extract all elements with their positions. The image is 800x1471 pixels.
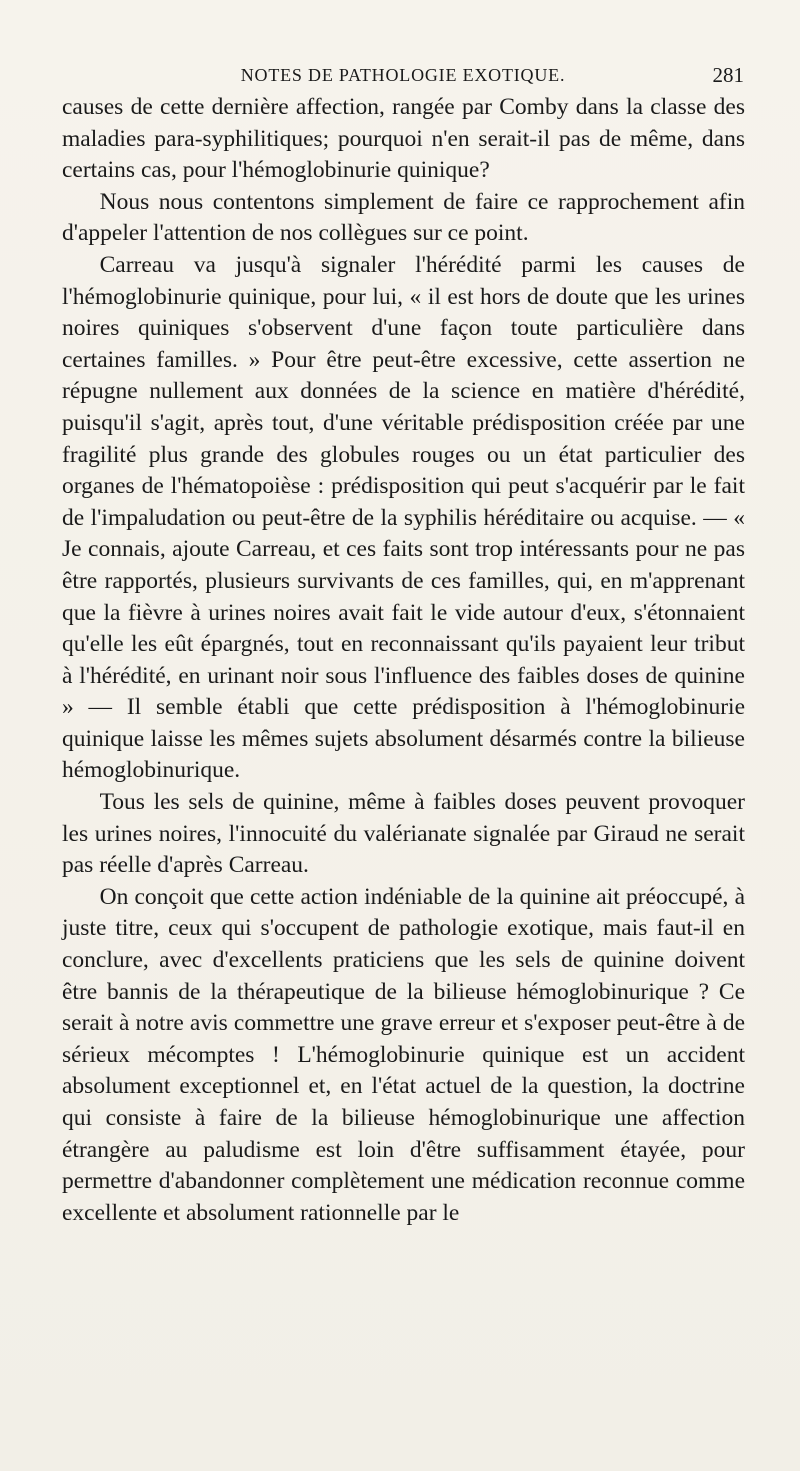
paragraph: Nous nous contentons simplement de faire ce rapprochement afin d'appeler l'attention de nos collègues sur ce point. bbox=[62, 188, 745, 247]
page-header bbox=[62, 58, 744, 92]
paragraph: Carreau va jusqu'à signaler l'hérédité parmi les causes de l'hémoglobinurie quinique, pour lui, « il est hors de doute que les urines noires quiniques s'observent d'une façon toute particulière dans certaines familles. » Pour être peut-être excessive, cette assertion ne répugne nullement aux données de la science en matière d'hérédité, puisqu'il s'agit, après tout, d'une véritable prédisposition créée par une fragilité plus grande des globules rouges ou un état particulier des organes de l'hématopoièse : prédisposition qui peut s'acquérir par le fait de l'impaludation ou peut-être de la syphilis héréditaire ou acquise. — « Je connais, ajoute Carreau, et ces faits sont trop intéressants pour ne pas être rapportés, plusieurs survivants de ces familles, qui, en m'apprenant que la fièvre à urines noires avait fait le vide autour d'eux, s'étonnaient qu'elle les eût épargnés, tout en reconnaissant qu'ils payaient leur tribut à l'hérédité, en urinant noir sous l'influence des faibles doses de quinine » — Il semble établi que cette prédisposition à l'hémoglobinurie quinique laisse les mêmes sujets absolument désarmés contre la bilieuse hémoglobinurique. bbox=[62, 251, 745, 784]
paragraph: Tous les sels de quinine, même à faibles doses peuvent provoquer les urines noires, l'innocuité du valérianate signalée par Giraud ne serait pas réelle d'après Carreau. bbox=[62, 789, 745, 879]
page-number: 281 bbox=[712, 62, 744, 87]
paragraph: On conçoit que cette action indéniable de la quinine ait préoccupé, à juste titre, ceux qui s'occupent de pathologie exotique, mais faut-il en conclure, avec d'excellents praticiens que les sels de quinine doivent être bannis de la thérapeutique de la bilieuse hémoglobinurique ? Ce serait à notre avis commettre une grave erreur et s'exposer peut-être à de sérieux mécomptes ! L'hémoglobinurie quinique est un accident absolument exceptionnel et, en l'état actuel de la question, la doctrine qui consiste à faire de la bilieuse hémoglobinurique une affection étrangère au paludisme est loin d'être suffisamment étayée, pour permettre d'abandonner complètement une médication reconnue comme excellente et absolument rationnelle par le bbox=[62, 883, 745, 1226]
body-text bbox=[62, 92, 745, 1229]
running-head: NOTES DE PATHOLOGIE EXOTIQUE. bbox=[240, 64, 566, 85]
paragraph-continuation: causes de cette dernière affection, rangée par Comby dans la classe des maladies para-syphilitiques; pourquoi n'en serait-il pas de même, dans certains cas, pour l'hémoglobinurie quinique? bbox=[62, 94, 745, 184]
